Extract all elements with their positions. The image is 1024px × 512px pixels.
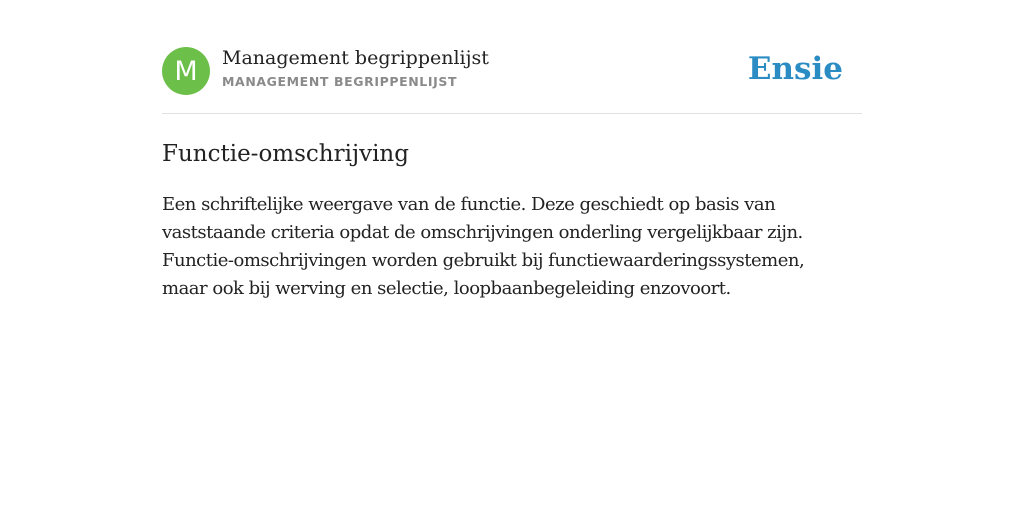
ensie-logo[interactable]: Ensie: [747, 51, 843, 87]
source-avatar[interactable]: [162, 47, 210, 95]
source-subtitle: MANAGEMENT BEGRIPPENLIJST: [222, 74, 458, 89]
source-titles: [222, 45, 489, 91]
avatar-letter: M: [174, 55, 198, 87]
source-title-link[interactable]: Management begrippenlijst: [222, 47, 489, 69]
term-definition: Een schriftelijke weergave van de functie. Deze geschiedt op basis van vaststaande criteria opdat de omschrijvingen onderling vergelijkbaar zijn. Functie-omschrijvingen worden gebruikt bij functiewaarderingssystemen, maar ook bij werving en selectie, loopbaanbegeleiding enzovoort.: [162, 194, 805, 299]
term-title: Functie-omschrijving: [162, 141, 409, 167]
source-header: [162, 0, 862, 114]
page-content: [162, 0, 862, 303]
